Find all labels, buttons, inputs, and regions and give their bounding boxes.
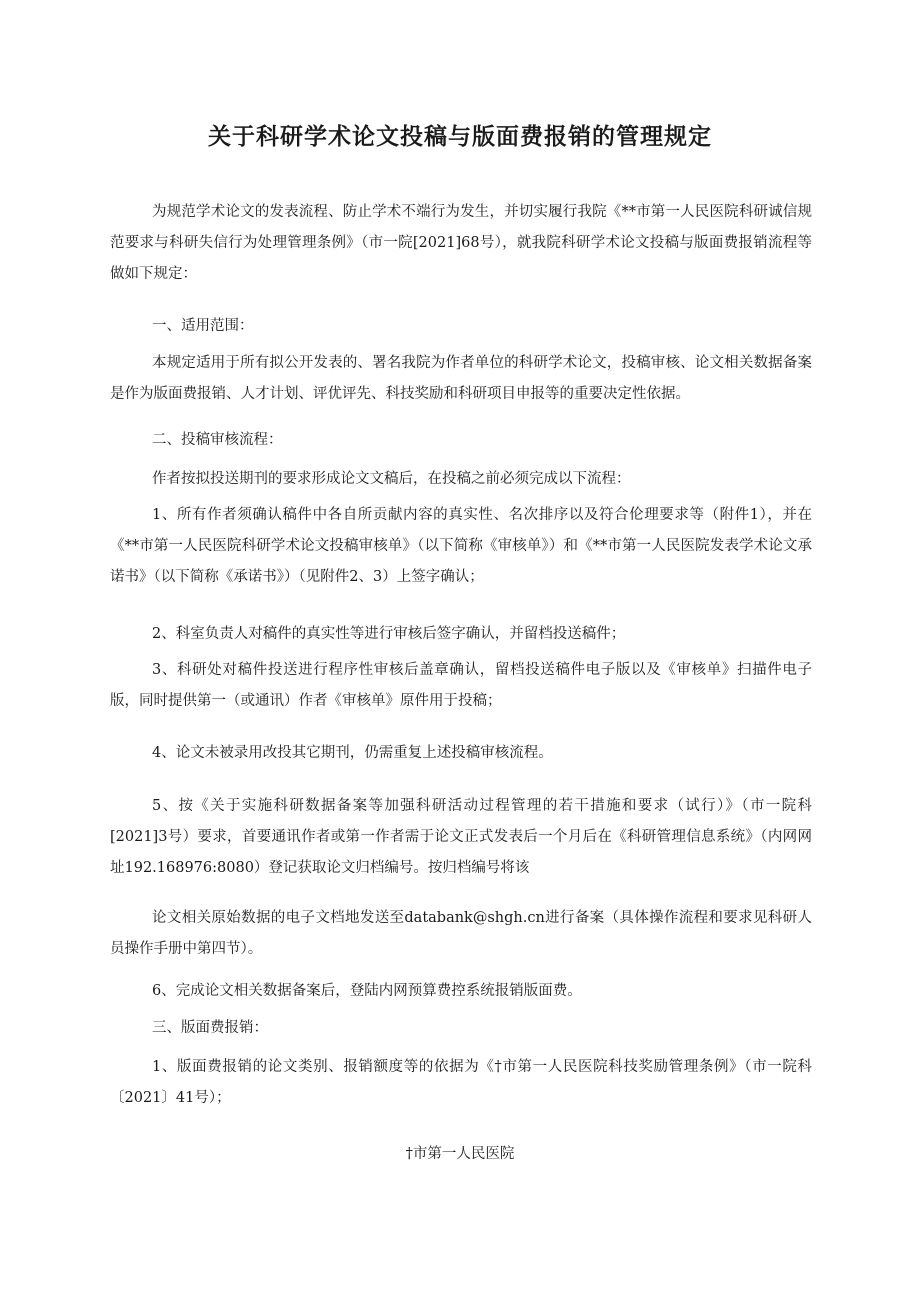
intro-paragraph: 为规范学术论文的发表流程、防止学术不端行为发生，并切实履行我院《**市第一人民医院科研诚信规范要求与科研失信行为处理管理条例》（市一院[2021]68号），就我院科研学术论文投稿与版面费报销流程等做如下规定：: [110, 204, 812, 282]
section2-item-5-part2: 论文相关原始数据的电子文档地发送至databank@shgh.cn进行备案（具体操作流程和要求见科研人员操作手册中第四节）。: [110, 910, 812, 957]
footer-organization: †市第一人民医院: [405, 1146, 515, 1162]
section2-lead: 作者按拟投送期刊的要求形成论文文稿后，在投稿之前必须完成以下流程：: [152, 471, 631, 487]
section2-item-5-part1: 5、按《关于实施科研数据备案等加强科研活动过程管理的若干措施和要求（试行）》（市一院科[2021]3号）要求，首要通讯作者或第一作者需于论文正式发表后一个月后在《科研管理信息系统》（内网网址192.168976:8080）登记获取论文归档编号。按归档编号将该: [110, 798, 812, 876]
section2-item-6: 6、完成论文相关数据备案后，登陆内网预算费控系统报销版面费。: [152, 983, 582, 999]
section2-item-3: 3、科研处对稿件投送进行程序性审核后盖章确认，留档投送稿件电子版以及《审核单》扫描件电子版，同时提供第一（或通讯）作者《审核单》原件用于投稿；: [110, 662, 812, 709]
section1-heading: 一、适用范围：: [152, 318, 254, 334]
section2-item-1: 1、所有作者须确认稿件中各自所贡献内容的真实性、名次排序以及符合伦理要求等（附件1），并在《**市第一人民医院科研学术论文投稿审核单》（以下简称《审核单》）和《**市第一人民医院发表学术论文承诺书》（以下简称《承诺书》）（见附件2、3）上签字确认；: [110, 507, 812, 585]
section2-heading: 二、投稿审核流程：: [152, 432, 283, 448]
section1-body: 本规定适用于所有拟公开发表的、署名我院为作者单位的科研学术论文，投稿审核、论文相关数据备案是作为版面费报销、人才计划、评优评先、科技奖励和科研项目申报等的重要决定性依据。: [110, 355, 812, 402]
section2-item-2: 2、科室负责人对稿件的真实性等进行审核后签字确认，并留档投送稿件；: [152, 626, 626, 642]
page-title: 关于科研学术论文投稿与版面费报销的管理规定: [208, 123, 712, 150]
section2-item-4: 4、论文未被录用改投其它期刊，仍需重复上述投稿审核流程。: [152, 745, 553, 761]
section3-heading: 三、版面费报销：: [152, 1020, 268, 1036]
section3-item-1: 1、版面费报销的论文类别、报销额度等的依据为《†市第一人民医院科技奖励管理条例》（市一院科〔2021〕41号）；: [110, 1059, 812, 1106]
